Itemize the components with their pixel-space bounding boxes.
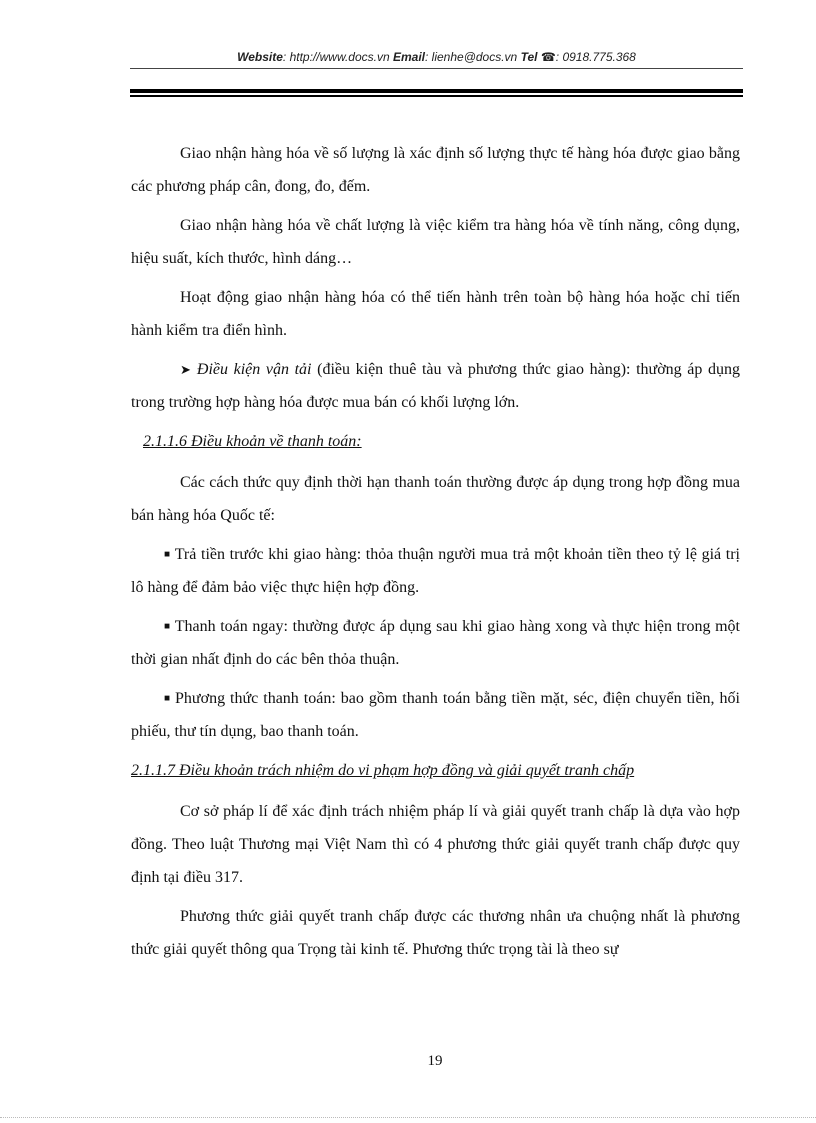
section-heading-liability: 2.1.1.7 Điều khoản trách nhiệm do vi phạm hợp đồng và giải quyết tranh chấp [131,762,635,779]
page-header [130,50,743,64]
header-thin-rule [130,68,743,69]
website-url[interactable]: : http://www.docs.vn [282,50,390,64]
section-heading-payment: 2.1.1.6 Điều khoản về thanh toán: [143,433,362,450]
page-body [131,137,740,972]
paragraph-inspection: Hoạt động giao nhận hàng hóa có thể tiến hành trên toàn bộ hàng hóa hoặc chỉ tiến hành kiểm tra điển hình. [131,289,740,339]
arrow-bullet-icon: ➤ [180,362,191,377]
list-item [131,610,740,676]
header-thick-rule [130,89,743,93]
list-item-text: Thanh toán ngay: thường được áp dụng sau khi giao hàng xong và thực hiện trong một thời gian nhất định do các bên thỏa thuận. [131,618,740,668]
tel-value: : 0918.775.368 [555,50,636,64]
page-bottom-edge [0,1117,816,1118]
list-item [131,682,740,748]
email-label: Email [392,50,425,64]
paragraph-quality: Giao nhận hàng hóa về chất lượng là việc kiểm tra hàng hóa về tính năng, công dụng, hiệu suất, kích thước, hình dáng… [131,217,740,267]
paragraph-legal-basis: Cơ sở pháp lí để xác định trách nhiệm pháp lí và giải quyết tranh chấp là dựa vào hợp đồng. Theo luật Thương mại Việt Nam thì có 4 phương thức giải quyết tranh chấp được quy định tại điều 317. [131,803,740,886]
square-bullet-icon: ■ [164,549,171,560]
tel-label: Tel [520,50,538,64]
page-number: 19 [427,1053,443,1069]
list-item [131,538,740,604]
header-second-rule [130,95,743,97]
website-label: Website [237,50,283,64]
paragraph-payment-intro: Các cách thức quy định thời hạn thanh toán thường được áp dụng trong hợp đồng mua bán hàng hóa Quốc tế: [131,474,740,524]
list-item-text: Phương thức thanh toán: bao gồm thanh toán bằng tiền mặt, séc, điện chuyển tiền, hối phiếu, thư tín dụng, bao thanh toán. [131,690,740,740]
email-value[interactable]: : lienhe@docs.vn [425,50,518,64]
list-item-text: Trả tiền trước khi giao hàng: thỏa thuận người mua trả một khoản tiền theo tỷ lệ giá trị lô hàng để đảm bảo việc thực hiện hợp đồng. [131,546,741,596]
square-bullet-icon: ■ [164,693,172,704]
paragraph-transport-conditions [131,353,740,419]
paragraph-arbitration: Phương thức giải quyết tranh chấp được các thương nhân ưa chuộng nhất là phương thức giải quyết thông qua Trọng tài kinh tế. Phương thức trọng tài là theo sự [131,908,740,958]
phone-icon: ☎ [540,50,556,64]
square-bullet-icon: ■ [164,621,171,632]
paragraph-quantity: Giao nhận hàng hóa về số lượng là xác định số lượng thực tế hàng hóa được giao bằng các phương pháp cân, đong, đo, đếm. [131,145,740,195]
transport-conditions-text: (điều kiện thuê tàu và phương thức giao hàng): thường áp dụng trong trường hợp hàng hóa được mua bán có khối lượng lớn. [131,361,740,411]
transport-conditions-label: Điều kiện vận tải [196,361,312,378]
